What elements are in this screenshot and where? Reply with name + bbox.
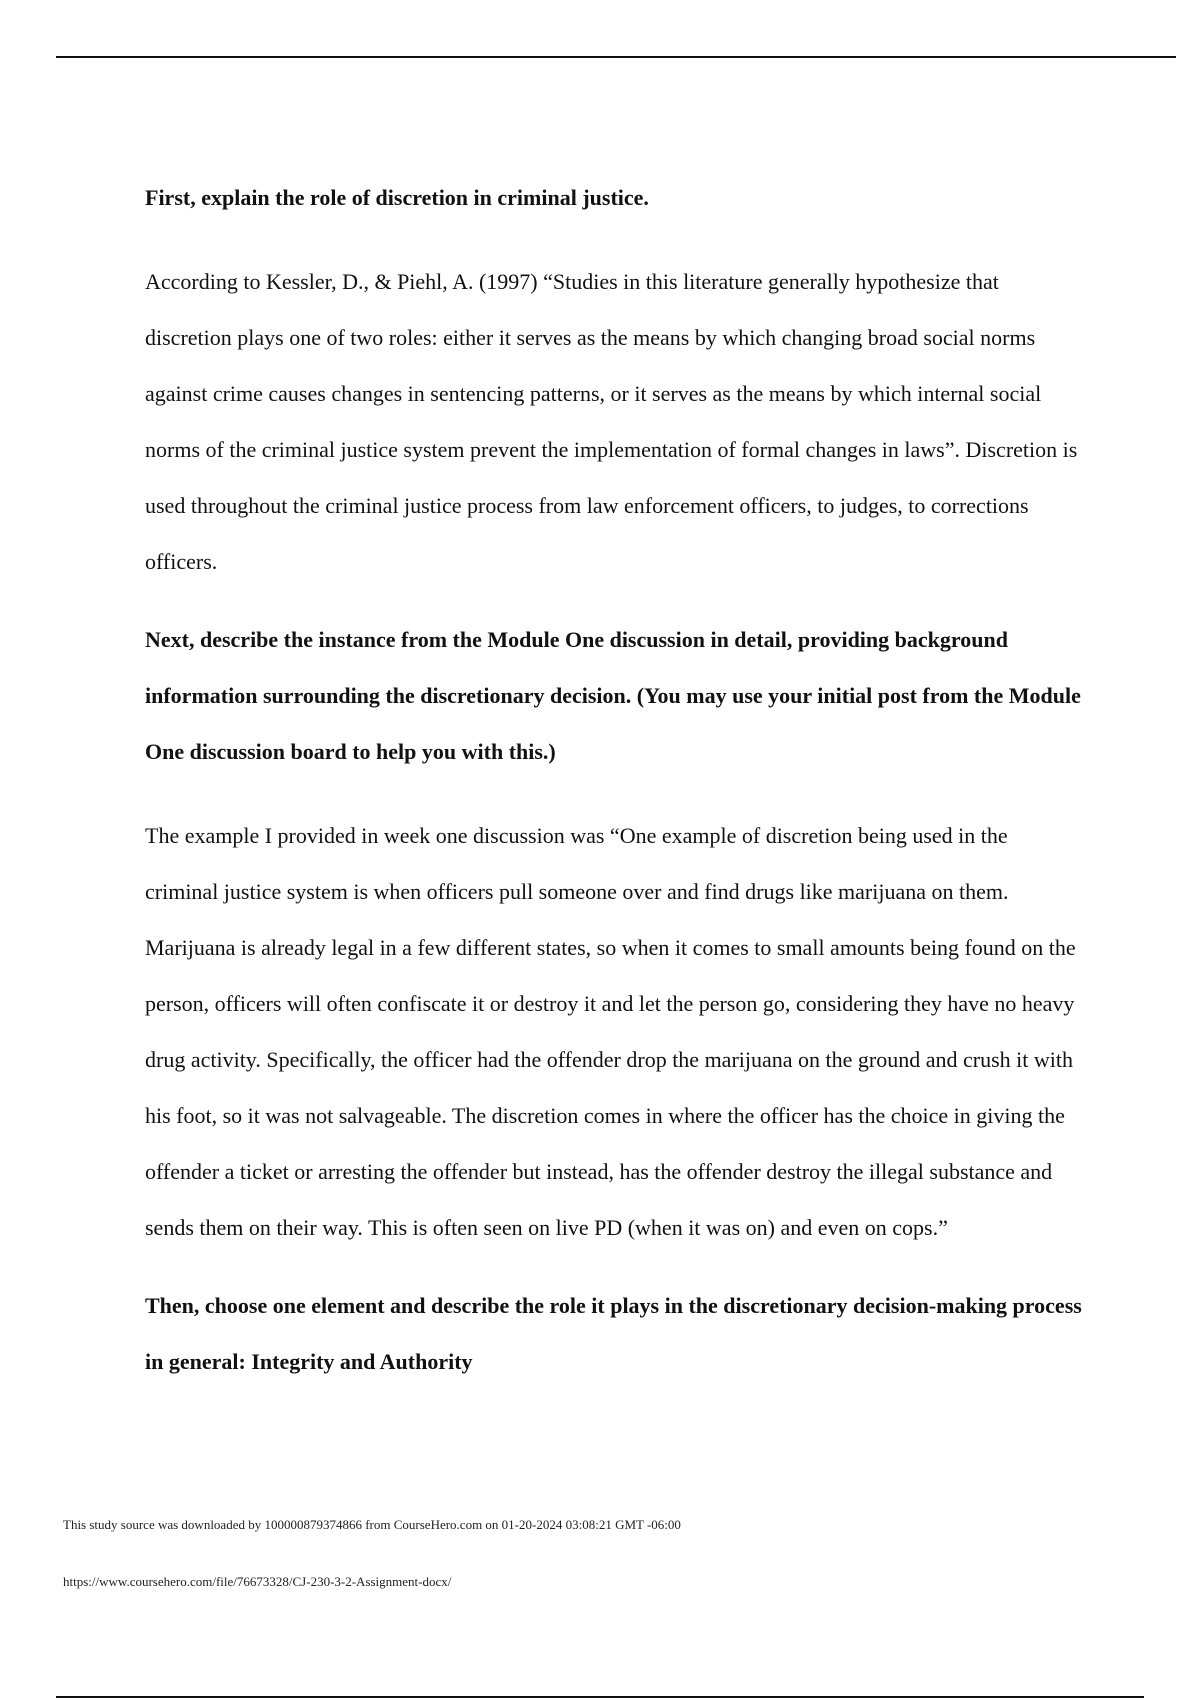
heading-module-one-instance: Next, describe the instance from the Module One discussion in detail, providing background information surrounding the discretionary decision. (You may use your initial post from the Module One discussion board to help you with this.)	[145, 627, 1081, 764]
document-body	[145, 170, 1085, 1390]
paragraph-discretion-explanation: According to Kessler, D., & Piehl, A. (1997) “Studies in this literature generally hypothesize that discretion plays one of two roles: either it serves as the means by which changing broad social norms against crime causes changes in sentencing patterns, or it serves as the means by which internal social norms of the criminal justice system prevent the implementation of formal changes in laws”. Discretion is used throughout the criminal justice process from law enforcement officers, to judges, to corrections officers.	[145, 269, 1078, 574]
download-notice: This study source was downloaded by 100000879374866 from CourseHero.com on 01-20-2024 03:08:21 GMT -06:00	[63, 1517, 681, 1532]
bottom-divider	[56, 1696, 1144, 1698]
heading-element-role: Then, choose one element and describe the role it plays in the discretionary decision-making process in general: Integrity and Authority	[145, 1293, 1082, 1374]
paragraph-module-one-example: The example I provided in week one discussion was “One example of discretion being used in the criminal justice system is when officers pull someone over and find drugs like marijuana on them. Marijuana is already legal in a few different states, so when it comes to small amounts being found on the person, officers will often confiscate it or destroy it and let the person go, considering they have no heavy drug activity. Specifically, the officer had the offender drop the marijuana on the ground and crush it with his foot, so it was not salvageable. The discretion comes in where the officer has the choice in giving the offender a ticket or arresting the offender but instead, has the offender destroy the illegal substance and sends them on their way. This is often seen on live PD (when it was on) and even on cops.”	[145, 823, 1076, 1240]
heading-role-of-discretion: First, explain the role of discretion in criminal justice.	[145, 185, 649, 210]
top-divider	[56, 56, 1176, 58]
source-url-link[interactable]: https://www.coursehero.com/file/76673328/CJ-230-3-2-Assignment-docx/	[63, 1574, 452, 1589]
